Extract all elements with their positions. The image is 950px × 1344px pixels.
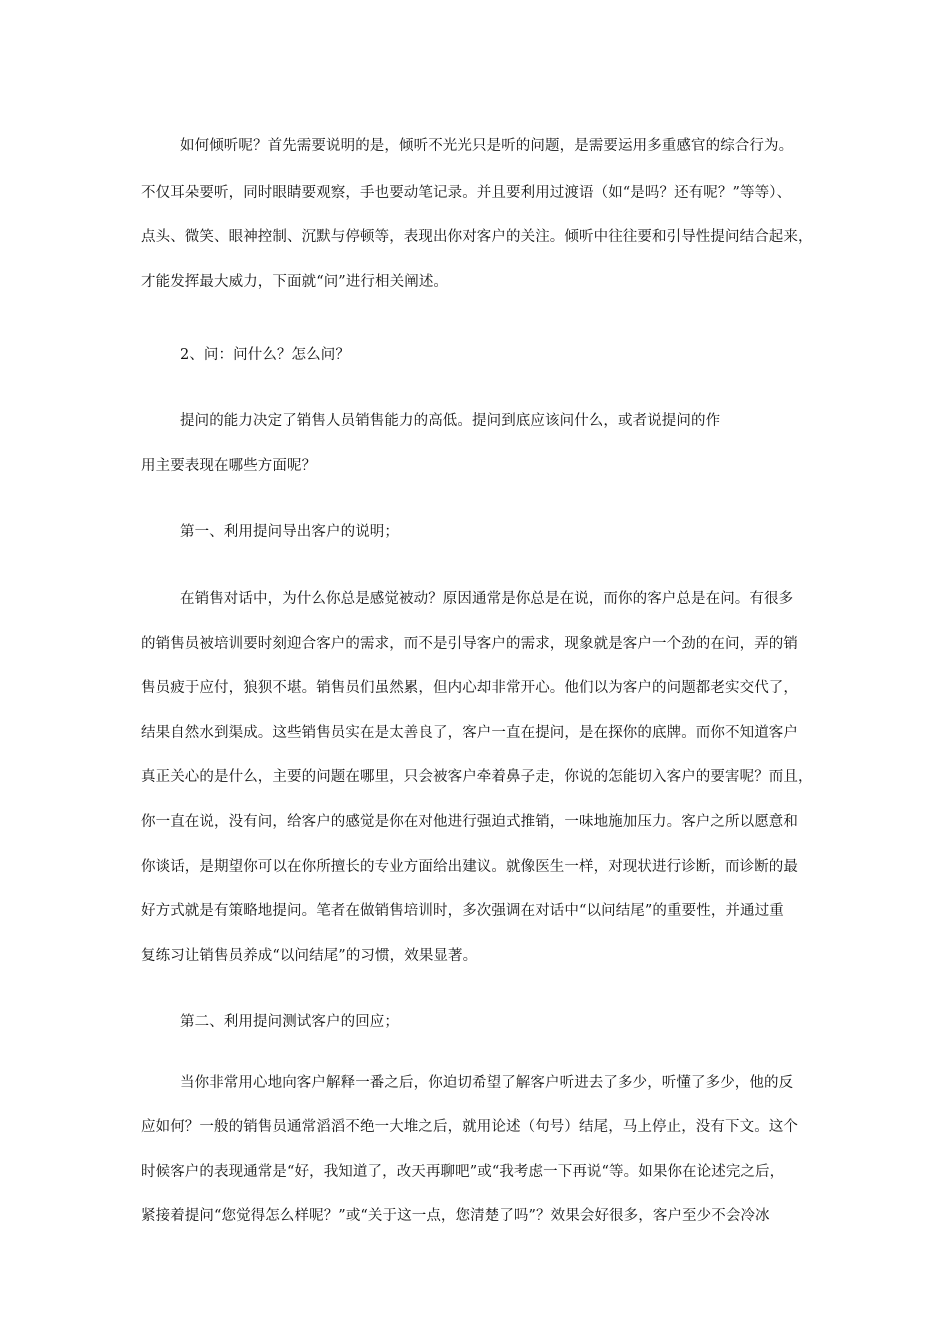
paragraph-line: 你一直在说，没有问，给客户的感觉是你在对他进行强迫式推销，一味地施加压力。客户之所以愿意和 [141,814,798,830]
paragraph-line: 好方式就是有策略地提问。笔者在做销售培训时，多次强调在对话中“以问结尾”的重要性，并通过重 [141,903,784,919]
paragraph-line: 如何倾听呢？首先需要说明的是，倾听不光光只是听的问题，是需要运用多重感官的综合行为。 [180,138,794,154]
paragraph-line: 售员疲于应付，狼狈不堪。销售员们虽然累，但内心却非常开心。他们以为客户的问题都老实交代了， [141,680,798,696]
subsection-heading: 第一、利用提问导出客户的说明； [180,524,399,540]
paragraph-line: 当你非常用心地向客户解释一番之后，你迫切希望了解客户听进去了多少，听懂了多少，他的反 [180,1075,794,1091]
paragraph-line: 不仅耳朵要听，同时眼睛要观察，手也要动笔记录。并且要利用过渡语（如“是吗？还有呢？”等等）、 [141,185,792,201]
paragraph-line: 提问的能力决定了销售人员销售能力的高低。提问到底应该问什么，或者说提问的作 [180,413,721,429]
paragraph-line: 时候客户的表现通常是“好，我知道了，改天再聊吧”或“我考虑一下再说“等。如果你在论述完之后， [141,1164,785,1180]
paragraph-line: 用主要表现在哪些方面呢？ [141,458,317,474]
paragraph-line: 应如何？一般的销售员通常滔滔不绝一大堆之后，就用论述（句号）结尾，马上停止，没有下文。这个 [141,1119,798,1135]
subsection-heading: 第二、利用提问测试客户的回应； [180,1014,399,1030]
paragraph-line: 点头、微笑、眼神控制、沉默与停顿等，表现出你对客户的关注。倾听中往往要和引导性提问结合起来， [141,229,813,245]
paragraph-line: 的销售员被培训要时刻迎合客户的需求，而不是引导客户的需求，现象就是客户一个劲的在问，弄的销 [141,636,798,652]
paragraph-line: 紧接着提问“您觉得怎么样呢？”或“关于这一点，您清楚了吗”？效果会好很多，客户至少不会冷冰 [141,1208,770,1224]
paragraph-line: 真正关心的是什么，主要的问题在哪里，只会被客户牵着鼻子走，你说的怎能切入客户的要害呢？而且， [141,769,813,785]
paragraph-line: 结果自然水到渠成。这些销售员实在是太善良了，客户一直在提问，是在探你的底牌。而你不知道客户 [141,725,798,741]
paragraph-line: 你谈话，是期望你可以在你所擅长的专业方面给出建议。就像医生一样，对现状进行诊断，而诊断的最 [141,859,798,875]
paragraph-line: 才能发挥最大威力，下面就“问”进行相关阐述。 [141,274,449,290]
paragraph-line: 复练习让销售员养成“以问结尾”的习惯，效果显著。 [141,948,478,964]
section-heading: 2、问：问什么？怎么问？ [180,347,350,363]
paragraph-line: 在销售对话中，为什么你总是感觉被动？原因通常是你总是在说，而你的客户总是在问。有很多 [180,591,794,607]
